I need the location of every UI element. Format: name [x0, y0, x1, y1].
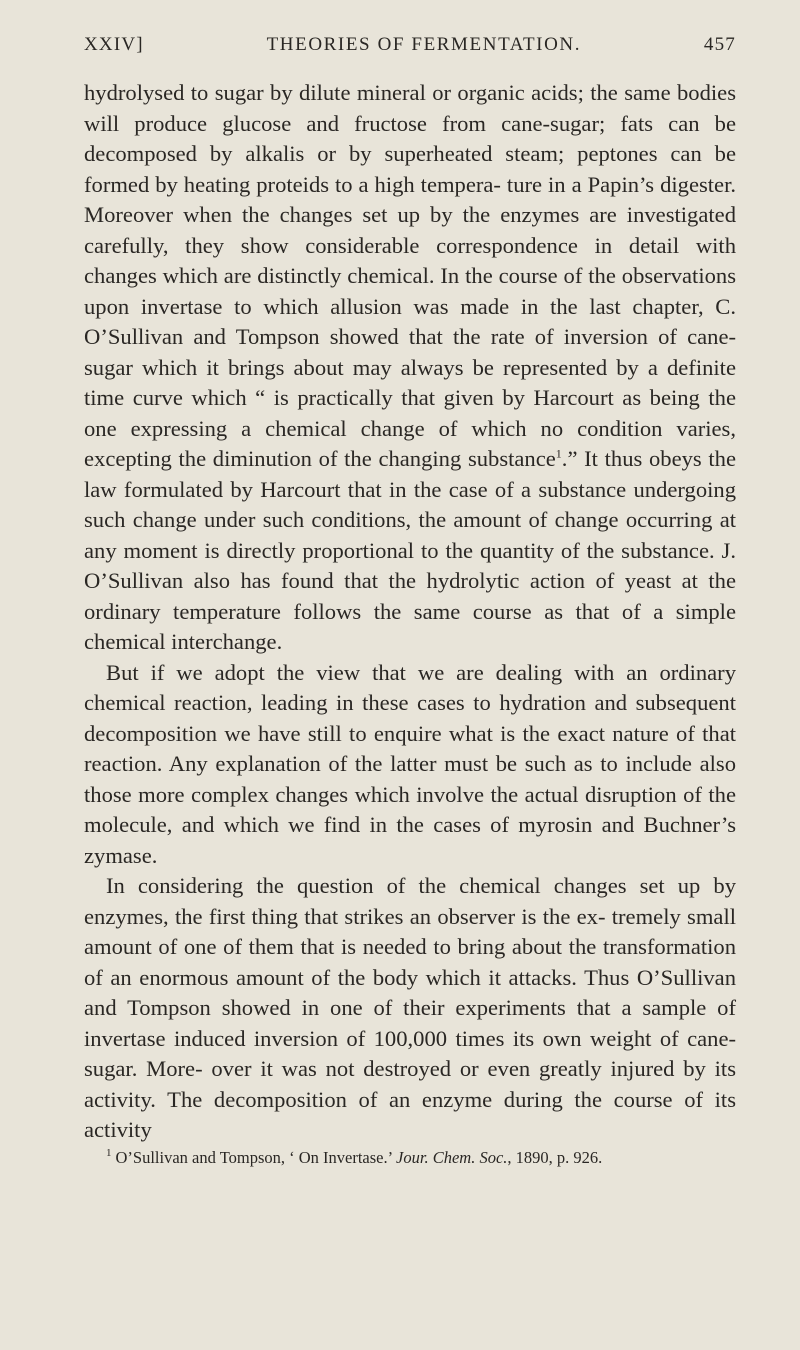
running-title: THEORIES OF FERMENTATION. — [266, 34, 582, 55]
body-text — [84, 78, 736, 1146]
paragraph-3: In considering the question of the chemical changes set up by enzymes, the first thing that strikes an observer is the ex- tremely small amount of one of them that is needed to bring about the transformation of an enormous amount of the body which it attacks. Thus O’Sullivan and Tompson showed in one of their experiments that a sample of invertase induced inversion of 100,000 times its own weight of cane-sugar. More- over it was not destroyed or even greatly injured by its activity. The decomposition of an enzyme during the course of its activity — [84, 873, 736, 1142]
footnote-journal: Jour. Chem. Soc. — [396, 1147, 508, 1167]
paragraph-1-text-continued: .” It thus obeys the law formulated by Harcourt that in the case of a substance undergoing such change under such conditions, the amount of change occurring at any moment is directly proportional to the quantity of the substance. J. O’Sullivan also has found that the hydrolytic action of yeast at the ordinary temperature follows the same course as that of a simple chemical interchange. — [84, 446, 736, 654]
paragraph-2: But if we adopt the view that we are dealing with an ordinary chemical reaction, leading in these cases to hydration and subsequent decomposition we have still to enquire what is the exact nature of that reaction. Any explanation of the latter must be such as to include also those more complex changes which involve the actual disruption of the molecule, and which we find in the cases of myrosin and Buchner’s zymase. — [84, 659, 736, 868]
running-head — [84, 34, 736, 62]
footnote-authors: O’Sullivan and Tompson, ‘ On Invertase.’ — [115, 1147, 392, 1167]
page-number: 457 — [703, 34, 736, 55]
paragraph-1-text: hydrolysed to sugar by dilute mineral or organic acids; the same bodies will produce glucose and fructose from cane-sugar; fats can be decomposed by alkalis or by superheated steam; peptones can be formed by heating proteids to a high tempera- ture in a Papin’s digester. Moreover when the changes set up by the enzymes are investigated carefully, they show considerable correspondence in detail with changes which are distinctly chemical. In the course of the observations upon invertase to which allusion was made in the last chapter, C. O’Sullivan and Tompson showed that the rate of inversion of cane-sugar which it brings about may always be represented by a definite time curve which “ is practically that given by Harcourt as being the one expressing a chemical change of which no condition varies, excepting the diminution of the changing substance — [84, 80, 736, 471]
footnote-mark: 1 — [106, 1147, 112, 1159]
chapter-number: XXIV] — [84, 34, 144, 55]
footnote-citation: , 1890, p. 926. — [507, 1147, 603, 1167]
book-page — [84, 34, 736, 1169]
paragraph-1 — [84, 78, 736, 658]
footnote — [84, 1147, 736, 1169]
footnote-reference: 1 — [555, 446, 562, 461]
